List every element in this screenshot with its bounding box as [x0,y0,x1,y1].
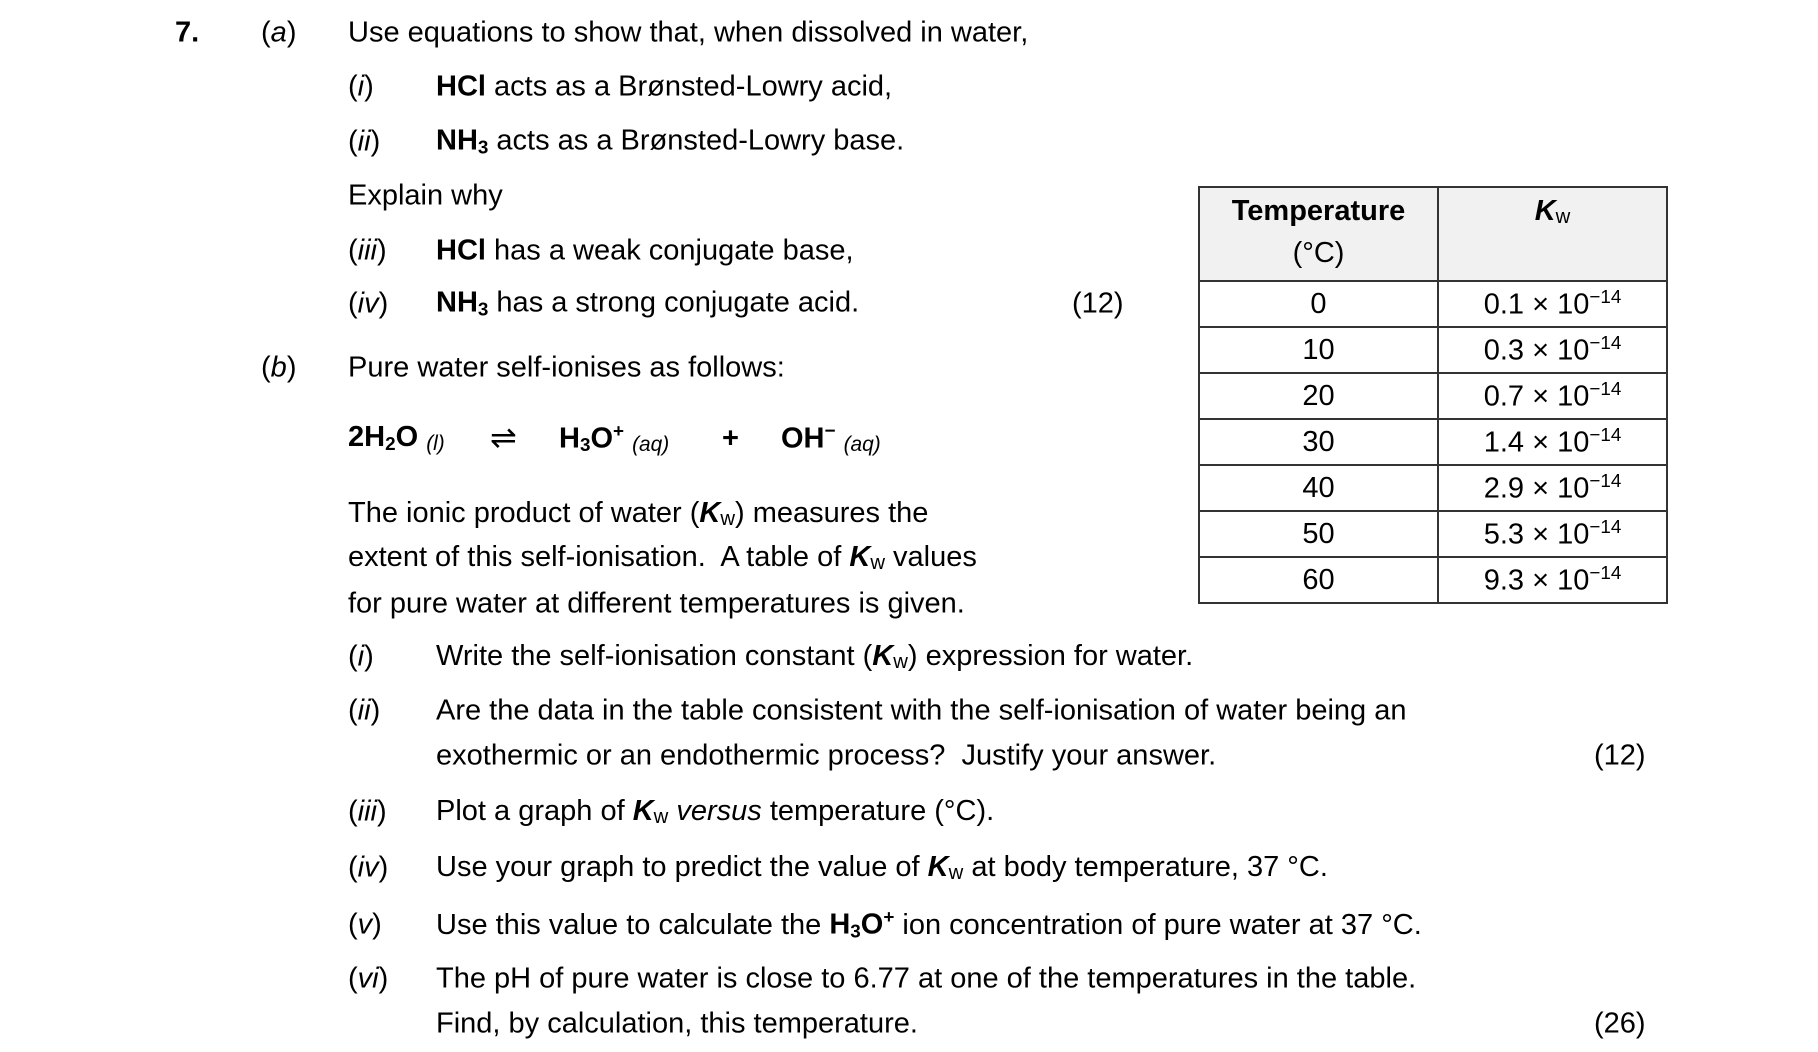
explain-why-label: Explain why [348,179,503,212]
kw-temperature-table [1198,186,1668,604]
part-a-item-ii: $NH_3$ acts as a Brønsted-Lowry base. [436,124,905,158]
roman-label-b-v: (v) [348,908,382,941]
header-temperature: Temperature (°C) [1199,187,1438,281]
paragraph-line-1: The ionic product of water (Kw) measures the [348,496,929,530]
roman-label-b-iii: (iii) [348,795,387,828]
marks-part-b-2: (26) [1594,1007,1646,1040]
part-b-item-v: Use this value to calculate the $H_3O^+$ ion concentration of pure water at 37 °C. [436,906,1422,942]
roman-label-a-i: (i) [348,70,374,103]
table-row: 20 $0.7 \times 10^{-14}$ [1199,373,1667,419]
part-a-label: (a) [261,16,297,49]
part-a-intro: Use equations to show that, when dissolved in water, [348,16,1029,49]
equation-product-hydronium: $H_3O^+$ (aq) [559,420,670,457]
table-row: 60 $9.3 \times 10^{-14}$ [1199,557,1667,603]
table-header-row [1199,187,1667,281]
part-b-item-ii-line2: exothermic or an endothermic process? Justify your answer. [436,739,1217,772]
part-b-label: (b) [261,351,297,384]
part-b-item-iv: Use your graph to predict the value of Kw at body temperature, 37 °C. [436,850,1328,884]
part-a-letter: a [270,16,287,49]
table-row: 0 $0.1 \times 10^{-14}$ [1199,281,1667,327]
marks-part-a: (12) [1072,287,1124,320]
part-b-item-iii: Plot a graph of Kw versus temperature (°C). [436,794,995,828]
table-row: 10 $0.3 \times 10^{-14}$ [1199,327,1667,373]
header-kw: Kw [1438,187,1667,281]
paragraph-line-2: extent of this self-ionisation. A table of Kw values [348,540,977,574]
part-b-item-vi-line1: The pH of pure water is close to 6.77 at one of the temperatures in the table. [436,962,1417,995]
roman-label-a-ii: (ii) [348,125,381,158]
roman-label-b-ii: (ii) [348,694,381,727]
part-b-intro: Pure water self-ionises as follows: [348,351,785,384]
equilibrium-arrow-icon: ⇌ [490,419,517,455]
paragraph-line-3: for pure water at different temperatures is given. [348,587,965,620]
question-number: 7. [175,16,200,49]
part-b-item-i: Write the self-ionisation constant (Kw) expression for water. [436,639,1194,673]
equation-product-hydroxide: OH− (aq) [781,420,881,457]
part-b-item-ii-line1: Are the data in the table consistent with the self-ionisation of water being an [436,694,1407,727]
part-a-item-iv: $NH_3$ has a strong conjugate acid. [436,286,860,320]
roman-label-b-iv: (iv) [348,851,389,884]
part-a-item-i: HCl acts as a Brønsted-Lowry acid, [436,70,893,103]
part-a-item-iii: HCl has a weak conjugate base, [436,234,854,267]
marks-part-b-1: (12) [1594,739,1646,772]
roman-label-b-vi: (vi) [348,962,389,995]
table-row: 50 $5.3 \times 10^{-14}$ [1199,511,1667,557]
equation-plus: + [722,422,739,455]
equation-reactant: $2H_2O$ (l) [348,421,445,455]
roman-label-b-i: (i) [348,640,374,673]
roman-label-a-iv: (iv) [348,287,389,320]
part-b-item-vi-line2: Find, by calculation, this temperature. [436,1007,918,1040]
roman-label-a-iii: (iii) [348,234,387,267]
table-row: 40 $2.9 \times 10^{-14}$ [1199,465,1667,511]
table-row: 30 $1.4 \times 10^{-14}$ [1199,419,1667,465]
